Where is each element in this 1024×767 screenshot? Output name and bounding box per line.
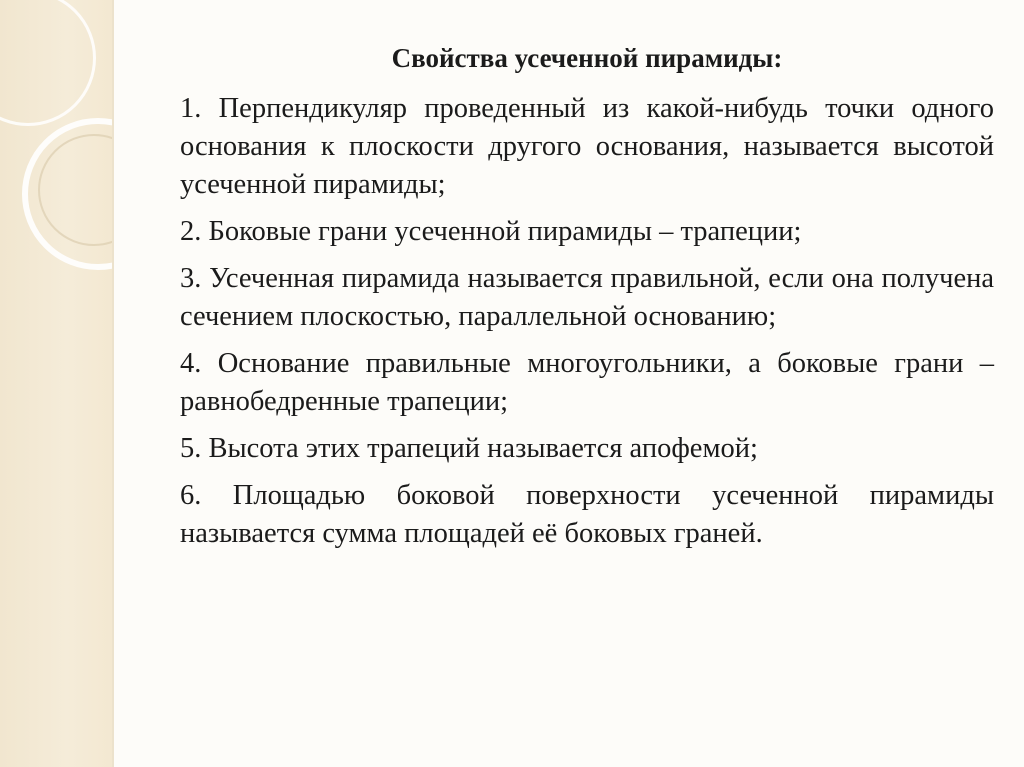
property-item-3: 3. Усеченная пирамида называется правильной, если она получена сечением плоскостью, параллельной основанию; — [180, 263, 994, 332]
slide-title: Свойства усеченной пирамиды: — [391, 43, 783, 73]
decorative-ring-top — [0, 0, 96, 126]
decorative-side-panel — [0, 0, 112, 767]
slide-content — [180, 40, 994, 562]
property-item-2: 2. Боковые грани усеченной пирамиды – трапеции; — [180, 216, 802, 247]
property-item-6: 6. Площадью боковой поверхности усеченной пирамиды называется сумма площадей её боковых граней. — [180, 480, 994, 549]
property-item-4: 4. Основание правильные многоугольники, а боковые грани – равнобедренные трапеции; — [180, 348, 994, 417]
property-item-1: 1. Перпендикуляр проведенный из какой-нибудь точки одного основания к плоскости другого основания, называется высотой усеченной пирамиды; — [180, 93, 994, 200]
property-item-5: 5. Высота этих трапеций называется апофемой; — [180, 433, 758, 464]
side-panel-edge — [112, 0, 114, 767]
